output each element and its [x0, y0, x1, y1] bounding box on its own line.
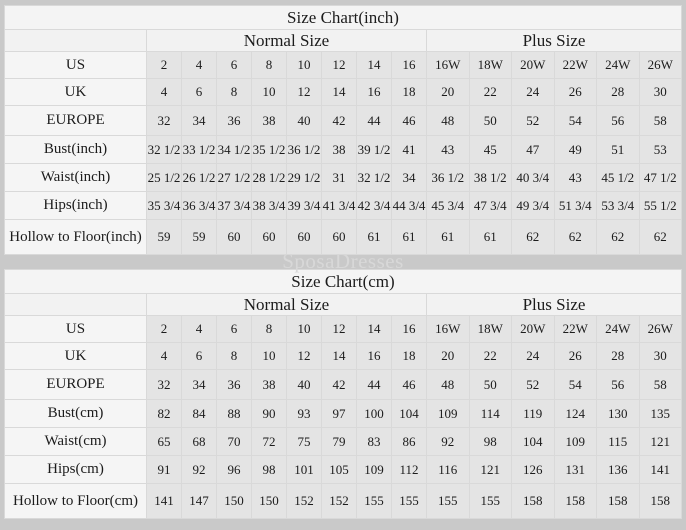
- size-group-header-row: [5, 294, 682, 316]
- table-row: [5, 456, 682, 484]
- value-cell: 39 1/2: [357, 136, 392, 164]
- value-cell: 16: [392, 52, 427, 79]
- value-cell: 54: [554, 370, 597, 400]
- value-cell: 121: [639, 428, 682, 456]
- value-cell: 16: [357, 343, 392, 370]
- normal-size-header: Normal Size: [147, 294, 427, 316]
- value-cell: 46: [392, 106, 427, 136]
- value-cell: 53 3/4: [597, 192, 640, 220]
- value-cell: 92: [182, 456, 217, 484]
- value-cell: 12: [287, 79, 322, 106]
- value-cell: 147: [182, 484, 217, 519]
- row-label: US: [5, 316, 147, 343]
- value-cell: 88: [217, 400, 252, 428]
- table-row: [5, 343, 682, 370]
- value-cell: 40 3/4: [512, 164, 555, 192]
- value-cell: 53: [639, 136, 682, 164]
- value-cell: 56: [597, 370, 640, 400]
- value-cell: 48: [427, 370, 470, 400]
- value-cell: 35 3/4: [147, 192, 182, 220]
- table-row: [5, 52, 682, 79]
- value-cell: 4: [182, 316, 217, 343]
- value-cell: 93: [287, 400, 322, 428]
- value-cell: 44 3/4: [392, 192, 427, 220]
- value-cell: 54: [554, 106, 597, 136]
- row-label: EUROPE: [5, 370, 147, 400]
- value-cell: 10: [252, 79, 287, 106]
- value-cell: 16: [357, 79, 392, 106]
- value-cell: 43: [427, 136, 470, 164]
- value-cell: 30: [639, 343, 682, 370]
- table-row: [5, 370, 682, 400]
- value-cell: 36 1/2: [427, 164, 470, 192]
- value-cell: 104: [392, 400, 427, 428]
- value-cell: 62: [512, 220, 555, 255]
- value-cell: 158: [597, 484, 640, 519]
- corner-cell: [5, 30, 147, 52]
- value-cell: 79: [322, 428, 357, 456]
- value-cell: 36: [217, 106, 252, 136]
- value-cell: 38: [252, 370, 287, 400]
- value-cell: 4: [182, 52, 217, 79]
- value-cell: 12: [287, 343, 322, 370]
- value-cell: 141: [147, 484, 182, 519]
- value-cell: 130: [597, 400, 640, 428]
- value-cell: 32: [147, 370, 182, 400]
- value-cell: 24W: [597, 316, 640, 343]
- value-cell: 28 1/2: [252, 164, 287, 192]
- value-cell: 14: [322, 79, 357, 106]
- value-cell: 14: [322, 343, 357, 370]
- value-cell: 62: [639, 220, 682, 255]
- value-cell: 60: [287, 220, 322, 255]
- value-cell: 86: [392, 428, 427, 456]
- value-cell: 52: [512, 370, 555, 400]
- size-group-header-row: [5, 30, 682, 52]
- value-cell: 38 3/4: [252, 192, 287, 220]
- value-cell: 20: [427, 343, 470, 370]
- table-title-row: [5, 6, 682, 30]
- value-cell: 10: [252, 343, 287, 370]
- corner-cell: [5, 294, 147, 316]
- value-cell: 24: [512, 343, 555, 370]
- value-cell: 98: [469, 428, 512, 456]
- value-cell: 46: [392, 370, 427, 400]
- table-row: [5, 428, 682, 456]
- value-cell: 42 3/4: [357, 192, 392, 220]
- value-cell: 26W: [639, 316, 682, 343]
- value-cell: 22W: [554, 52, 597, 79]
- value-cell: 115: [597, 428, 640, 456]
- value-cell: 43: [554, 164, 597, 192]
- row-label: Bust(cm): [5, 400, 147, 428]
- value-cell: 24: [512, 79, 555, 106]
- value-cell: 109: [427, 400, 470, 428]
- value-cell: 14: [357, 316, 392, 343]
- value-cell: 28: [597, 79, 640, 106]
- value-cell: 29 1/2: [287, 164, 322, 192]
- row-label: Hips(inch): [5, 192, 147, 220]
- value-cell: 37 3/4: [217, 192, 252, 220]
- value-cell: 100: [357, 400, 392, 428]
- value-cell: 75: [287, 428, 322, 456]
- value-cell: 8: [252, 316, 287, 343]
- value-cell: 28: [597, 343, 640, 370]
- value-cell: 4: [147, 79, 182, 106]
- value-cell: 36: [217, 370, 252, 400]
- value-cell: 18: [392, 343, 427, 370]
- value-cell: 60: [252, 220, 287, 255]
- value-cell: 68: [182, 428, 217, 456]
- row-label: Hollow to Floor(cm): [5, 484, 147, 519]
- value-cell: 72: [252, 428, 287, 456]
- value-cell: 109: [554, 428, 597, 456]
- value-cell: 44: [357, 370, 392, 400]
- value-cell: 38 1/2: [469, 164, 512, 192]
- value-cell: 26 1/2: [182, 164, 217, 192]
- value-cell: 6: [182, 79, 217, 106]
- value-cell: 48: [427, 106, 470, 136]
- value-cell: 158: [554, 484, 597, 519]
- value-cell: 36 3/4: [182, 192, 217, 220]
- value-cell: 35 1/2: [252, 136, 287, 164]
- value-cell: 16W: [427, 316, 470, 343]
- value-cell: 45 3/4: [427, 192, 470, 220]
- value-cell: 49 3/4: [512, 192, 555, 220]
- value-cell: 34: [182, 370, 217, 400]
- size-chart-table-inch: [4, 5, 682, 255]
- table-row: [5, 164, 682, 192]
- value-cell: 26W: [639, 52, 682, 79]
- value-cell: 50: [469, 370, 512, 400]
- value-cell: 62: [554, 220, 597, 255]
- value-cell: 70: [217, 428, 252, 456]
- value-cell: 8: [217, 79, 252, 106]
- value-cell: 16W: [427, 52, 470, 79]
- value-cell: 152: [322, 484, 357, 519]
- value-cell: 59: [147, 220, 182, 255]
- value-cell: 55 1/2: [639, 192, 682, 220]
- size-chart-table-cm: [4, 269, 682, 519]
- value-cell: 42: [322, 106, 357, 136]
- value-cell: 61: [427, 220, 470, 255]
- value-cell: 91: [147, 456, 182, 484]
- value-cell: 61: [357, 220, 392, 255]
- value-cell: 121: [469, 456, 512, 484]
- value-cell: 62: [597, 220, 640, 255]
- value-cell: 109: [357, 456, 392, 484]
- plus-size-header: Plus Size: [427, 30, 682, 52]
- table-row: [5, 400, 682, 428]
- value-cell: 12: [322, 52, 357, 79]
- value-cell: 2: [147, 316, 182, 343]
- value-cell: 2: [147, 52, 182, 79]
- value-cell: 32 1/2: [357, 164, 392, 192]
- value-cell: 22: [469, 79, 512, 106]
- value-cell: 101: [287, 456, 322, 484]
- value-cell: 56: [597, 106, 640, 136]
- value-cell: 20W: [512, 52, 555, 79]
- value-cell: 116: [427, 456, 470, 484]
- value-cell: 50: [469, 106, 512, 136]
- value-cell: 22: [469, 343, 512, 370]
- row-label: UK: [5, 79, 147, 106]
- table-body: [5, 316, 682, 519]
- row-label: UK: [5, 343, 147, 370]
- value-cell: 51 3/4: [554, 192, 597, 220]
- value-cell: 61: [392, 220, 427, 255]
- value-cell: 8: [252, 52, 287, 79]
- value-cell: 135: [639, 400, 682, 428]
- value-cell: 104: [512, 428, 555, 456]
- value-cell: 41 3/4: [322, 192, 357, 220]
- value-cell: 40: [287, 106, 322, 136]
- value-cell: 20W: [512, 316, 555, 343]
- value-cell: 42: [322, 370, 357, 400]
- value-cell: 34 1/2: [217, 136, 252, 164]
- value-cell: 65: [147, 428, 182, 456]
- value-cell: 20: [427, 79, 470, 106]
- value-cell: 32 1/2: [147, 136, 182, 164]
- value-cell: 124: [554, 400, 597, 428]
- table-title: Size Chart(inch): [5, 6, 682, 30]
- value-cell: 83: [357, 428, 392, 456]
- value-cell: 97: [322, 400, 357, 428]
- value-cell: 12: [322, 316, 357, 343]
- value-cell: 26: [554, 343, 597, 370]
- value-cell: 32: [147, 106, 182, 136]
- value-cell: 10: [287, 52, 322, 79]
- row-label: Waist(inch): [5, 164, 147, 192]
- value-cell: 61: [469, 220, 512, 255]
- value-cell: 112: [392, 456, 427, 484]
- value-cell: 58: [639, 106, 682, 136]
- value-cell: 51: [597, 136, 640, 164]
- row-label: Hollow to Floor(inch): [5, 220, 147, 255]
- value-cell: 47 3/4: [469, 192, 512, 220]
- value-cell: 96: [217, 456, 252, 484]
- value-cell: 24W: [597, 52, 640, 79]
- value-cell: 150: [217, 484, 252, 519]
- value-cell: 30: [639, 79, 682, 106]
- value-cell: 8: [217, 343, 252, 370]
- watermark-text: SposaDresses: [282, 249, 404, 273]
- value-cell: 33 1/2: [182, 136, 217, 164]
- value-cell: 155: [392, 484, 427, 519]
- value-cell: 82: [147, 400, 182, 428]
- value-cell: 155: [357, 484, 392, 519]
- table-row: [5, 192, 682, 220]
- value-cell: 84: [182, 400, 217, 428]
- row-label: Waist(cm): [5, 428, 147, 456]
- value-cell: 38: [322, 136, 357, 164]
- value-cell: 141: [639, 456, 682, 484]
- value-cell: 47: [512, 136, 555, 164]
- value-cell: 98: [252, 456, 287, 484]
- value-cell: 58: [639, 370, 682, 400]
- value-cell: 47 1/2: [639, 164, 682, 192]
- value-cell: 34: [392, 164, 427, 192]
- value-cell: 150: [252, 484, 287, 519]
- value-cell: 31: [322, 164, 357, 192]
- value-cell: 39 3/4: [287, 192, 322, 220]
- value-cell: 6: [182, 343, 217, 370]
- value-cell: 158: [512, 484, 555, 519]
- value-cell: 126: [512, 456, 555, 484]
- value-cell: 4: [147, 343, 182, 370]
- value-cell: 119: [512, 400, 555, 428]
- row-label: Hips(cm): [5, 456, 147, 484]
- plus-size-header: Plus Size: [427, 294, 682, 316]
- value-cell: 16: [392, 316, 427, 343]
- value-cell: 45 1/2: [597, 164, 640, 192]
- table-row: [5, 220, 682, 255]
- table-row: [5, 136, 682, 164]
- value-cell: 52: [512, 106, 555, 136]
- value-cell: 105: [322, 456, 357, 484]
- value-cell: 114: [469, 400, 512, 428]
- table-body: [5, 52, 682, 255]
- table-title: Size Chart(cm): [5, 270, 682, 294]
- value-cell: 18W: [469, 52, 512, 79]
- value-cell: 14: [357, 52, 392, 79]
- value-cell: 6: [217, 316, 252, 343]
- value-cell: 155: [469, 484, 512, 519]
- value-cell: 18: [392, 79, 427, 106]
- value-cell: 60: [322, 220, 357, 255]
- value-cell: 158: [639, 484, 682, 519]
- row-label: EUROPE: [5, 106, 147, 136]
- table-row: [5, 79, 682, 106]
- normal-size-header: Normal Size: [147, 30, 427, 52]
- table-title-row: [5, 270, 682, 294]
- value-cell: 90: [252, 400, 287, 428]
- value-cell: 25 1/2: [147, 164, 182, 192]
- table-row: [5, 484, 682, 519]
- value-cell: 44: [357, 106, 392, 136]
- row-label: Bust(inch): [5, 136, 147, 164]
- value-cell: 131: [554, 456, 597, 484]
- value-cell: 6: [217, 52, 252, 79]
- value-cell: 34: [182, 106, 217, 136]
- value-cell: 36 1/2: [287, 136, 322, 164]
- value-cell: 22W: [554, 316, 597, 343]
- value-cell: 27 1/2: [217, 164, 252, 192]
- value-cell: 60: [217, 220, 252, 255]
- table-row: [5, 316, 682, 343]
- value-cell: 40: [287, 370, 322, 400]
- value-cell: 92: [427, 428, 470, 456]
- value-cell: 26: [554, 79, 597, 106]
- value-cell: 155: [427, 484, 470, 519]
- value-cell: 45: [469, 136, 512, 164]
- value-cell: 38: [252, 106, 287, 136]
- value-cell: 136: [597, 456, 640, 484]
- table-row: [5, 106, 682, 136]
- value-cell: 18W: [469, 316, 512, 343]
- value-cell: 10: [287, 316, 322, 343]
- row-label: US: [5, 52, 147, 79]
- value-cell: 152: [287, 484, 322, 519]
- value-cell: 49: [554, 136, 597, 164]
- value-cell: 59: [182, 220, 217, 255]
- value-cell: 41: [392, 136, 427, 164]
